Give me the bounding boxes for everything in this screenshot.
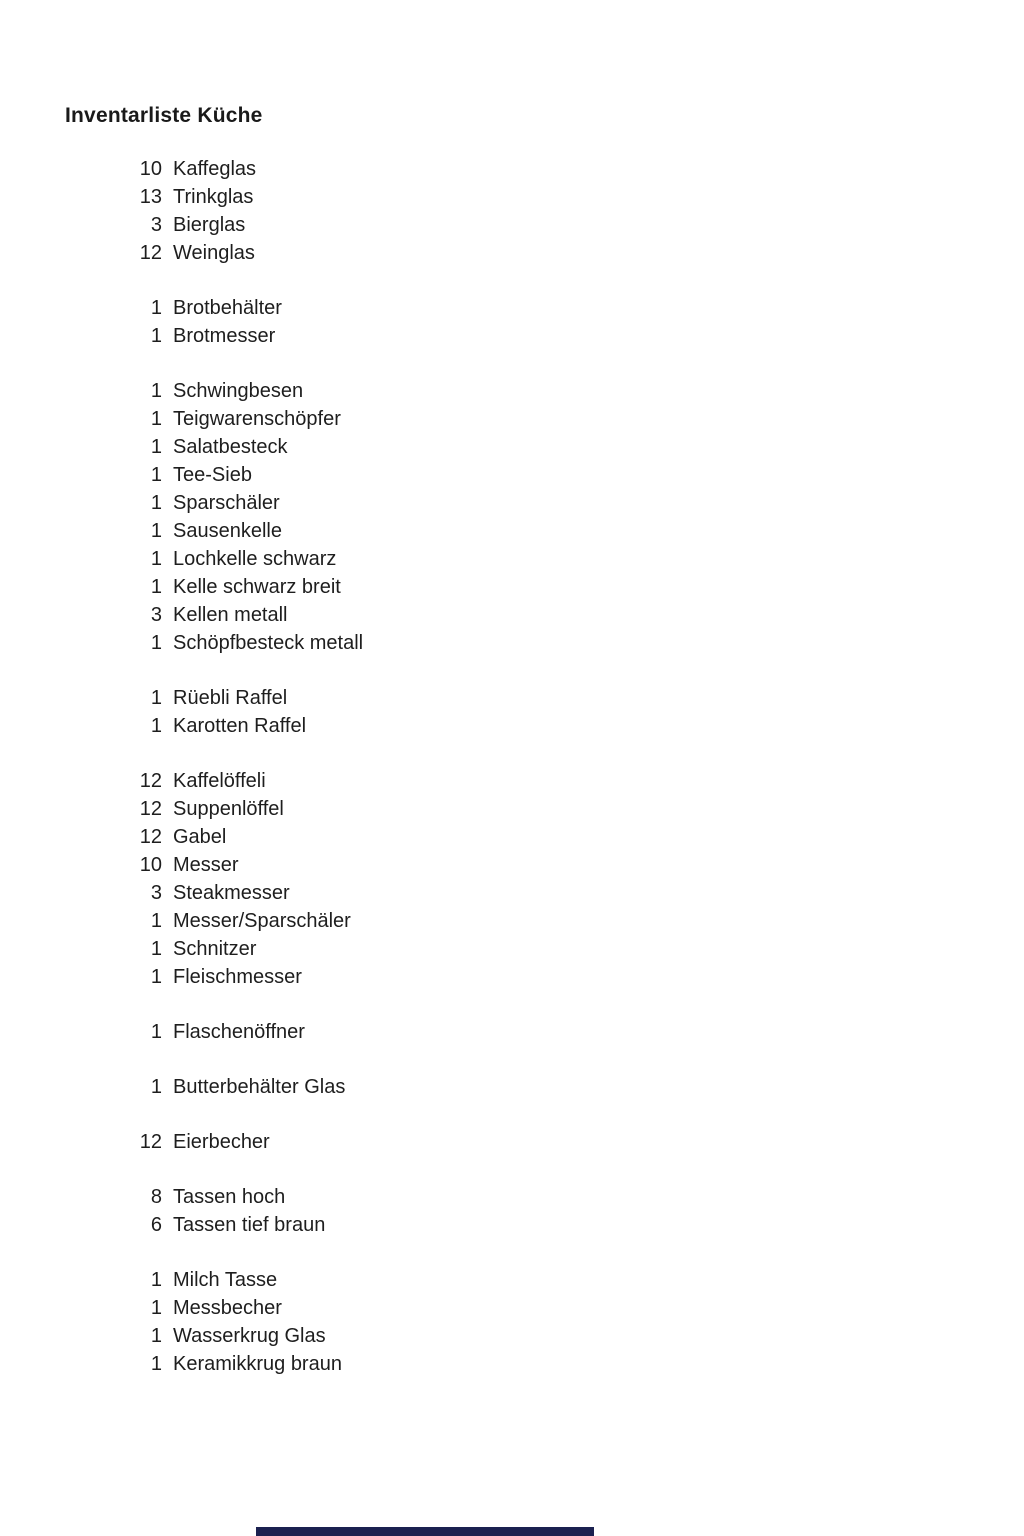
item-quantity: 1 [150, 380, 162, 402]
item-quantity: 12 [139, 826, 162, 848]
item-label: Kaffelöffeli [173, 770, 266, 792]
list-item [0, 489, 1024, 517]
list-item [0, 573, 1024, 601]
item-label: Salatbesteck [173, 436, 288, 458]
item-quantity: 1 [150, 464, 162, 486]
item-label: Schnitzer [173, 938, 257, 960]
page-title: Inventarliste Küche [65, 104, 263, 127]
item-quantity: 1 [150, 492, 162, 514]
item-label: Rüebli Raffel [173, 687, 288, 709]
item-label: Steakmesser [173, 882, 290, 904]
list-item [0, 377, 1024, 405]
list-item [0, 935, 1024, 963]
item-label: Fleischmesser [173, 966, 302, 988]
list-item [0, 1073, 1024, 1101]
item-quantity: 1 [150, 1076, 162, 1098]
list-item [0, 823, 1024, 851]
inventory-group [0, 377, 1024, 657]
item-quantity: 1 [150, 687, 162, 709]
list-item [0, 879, 1024, 907]
item-quantity: 1 [150, 325, 162, 347]
list-item [0, 433, 1024, 461]
item-label: Tee-Sieb [173, 464, 252, 486]
item-label: Schöpfbesteck metall [173, 632, 364, 654]
item-label: Teigwarenschöpfer [173, 408, 341, 430]
inventory-group [0, 767, 1024, 991]
list-item [0, 183, 1024, 211]
item-label: Messer/Sparschäler [173, 910, 351, 932]
item-quantity: 1 [150, 548, 162, 570]
inventory-group [0, 155, 1024, 267]
item-label: Sparschäler [173, 492, 280, 514]
item-quantity: 12 [139, 1131, 162, 1153]
list-item [0, 545, 1024, 573]
list-item [0, 684, 1024, 712]
inventory-group [0, 1128, 1024, 1156]
item-quantity: 1 [150, 576, 162, 598]
list-item [0, 851, 1024, 879]
item-quantity: 1 [150, 1021, 162, 1043]
item-quantity: 1 [150, 910, 162, 932]
item-quantity: 1 [150, 966, 162, 988]
item-label: Butterbehälter Glas [173, 1076, 346, 1098]
item-quantity: 3 [150, 604, 162, 626]
item-label: Kelle schwarz breit [173, 576, 341, 598]
list-item [0, 795, 1024, 823]
item-label: Wasserkrug Glas [173, 1325, 326, 1347]
list-item [0, 1322, 1024, 1350]
list-item [0, 1211, 1024, 1239]
item-label: Schwingbesen [173, 380, 304, 402]
item-label: Kellen metall [173, 604, 288, 626]
list-item [0, 405, 1024, 433]
item-quantity: 1 [150, 520, 162, 542]
item-quantity: 12 [139, 798, 162, 820]
list-item [0, 601, 1024, 629]
item-label: Brotbehälter [173, 297, 282, 319]
list-item [0, 629, 1024, 657]
item-label: Messer [173, 854, 239, 876]
inventory-group [0, 1018, 1024, 1046]
inventory-group [0, 1266, 1024, 1378]
item-label: Sausenkelle [173, 520, 282, 542]
item-quantity: 13 [139, 186, 162, 208]
item-label: Gabel [173, 826, 227, 848]
item-quantity: 10 [139, 854, 162, 876]
list-item [0, 322, 1024, 350]
inventory-group [0, 1073, 1024, 1101]
item-quantity: 1 [150, 408, 162, 430]
item-quantity: 1 [150, 1353, 162, 1375]
item-label: Suppenlöffel [173, 798, 284, 820]
inventory-group [0, 294, 1024, 350]
item-quantity: 3 [150, 214, 162, 236]
item-label: Karotten Raffel [173, 715, 307, 737]
list-item [0, 907, 1024, 935]
item-label: Flaschenöffner [173, 1021, 305, 1043]
item-label: Lochkelle schwarz [173, 548, 337, 570]
list-item [0, 1294, 1024, 1322]
item-label: Tassen tief braun [173, 1214, 326, 1236]
item-quantity: 3 [150, 882, 162, 904]
item-label: Messbecher [173, 1297, 282, 1319]
list-item [0, 211, 1024, 239]
list-item [0, 1266, 1024, 1294]
item-label: Eierbecher [173, 1131, 270, 1153]
item-quantity: 8 [150, 1186, 162, 1208]
item-label: Bierglas [173, 214, 246, 236]
item-label: Weinglas [173, 242, 255, 264]
item-quantity: 1 [150, 715, 162, 737]
list-item [0, 1350, 1024, 1378]
list-item [0, 294, 1024, 322]
item-quantity: 12 [139, 770, 162, 792]
item-label: Kaffeglas [173, 158, 257, 180]
item-label: Trinkglas [173, 186, 254, 208]
item-label: Tassen hoch [173, 1186, 286, 1208]
list-item [0, 1128, 1024, 1156]
item-label: Keramikkrug braun [173, 1353, 342, 1375]
item-label: Milch Tasse [173, 1269, 278, 1291]
item-quantity: 1 [150, 436, 162, 458]
item-quantity: 1 [150, 632, 162, 654]
inventory-group [0, 1183, 1024, 1239]
list-item [0, 767, 1024, 795]
item-quantity: 10 [139, 158, 162, 180]
list-item [0, 461, 1024, 489]
inventory-list [0, 155, 1024, 1378]
item-quantity: 1 [150, 938, 162, 960]
item-quantity: 1 [150, 1269, 162, 1291]
item-quantity: 12 [139, 242, 162, 264]
inventory-group [0, 684, 1024, 740]
list-item [0, 712, 1024, 740]
item-label: Brotmesser [173, 325, 276, 347]
item-quantity: 6 [150, 1214, 162, 1236]
item-quantity: 1 [150, 1325, 162, 1347]
item-quantity: 1 [150, 1297, 162, 1319]
list-item [0, 239, 1024, 267]
list-item [0, 1183, 1024, 1211]
item-quantity: 1 [150, 297, 162, 319]
bottom-scan-bar [256, 1527, 594, 1536]
list-item [0, 155, 1024, 183]
list-item [0, 517, 1024, 545]
list-item [0, 963, 1024, 991]
list-item [0, 1018, 1024, 1046]
